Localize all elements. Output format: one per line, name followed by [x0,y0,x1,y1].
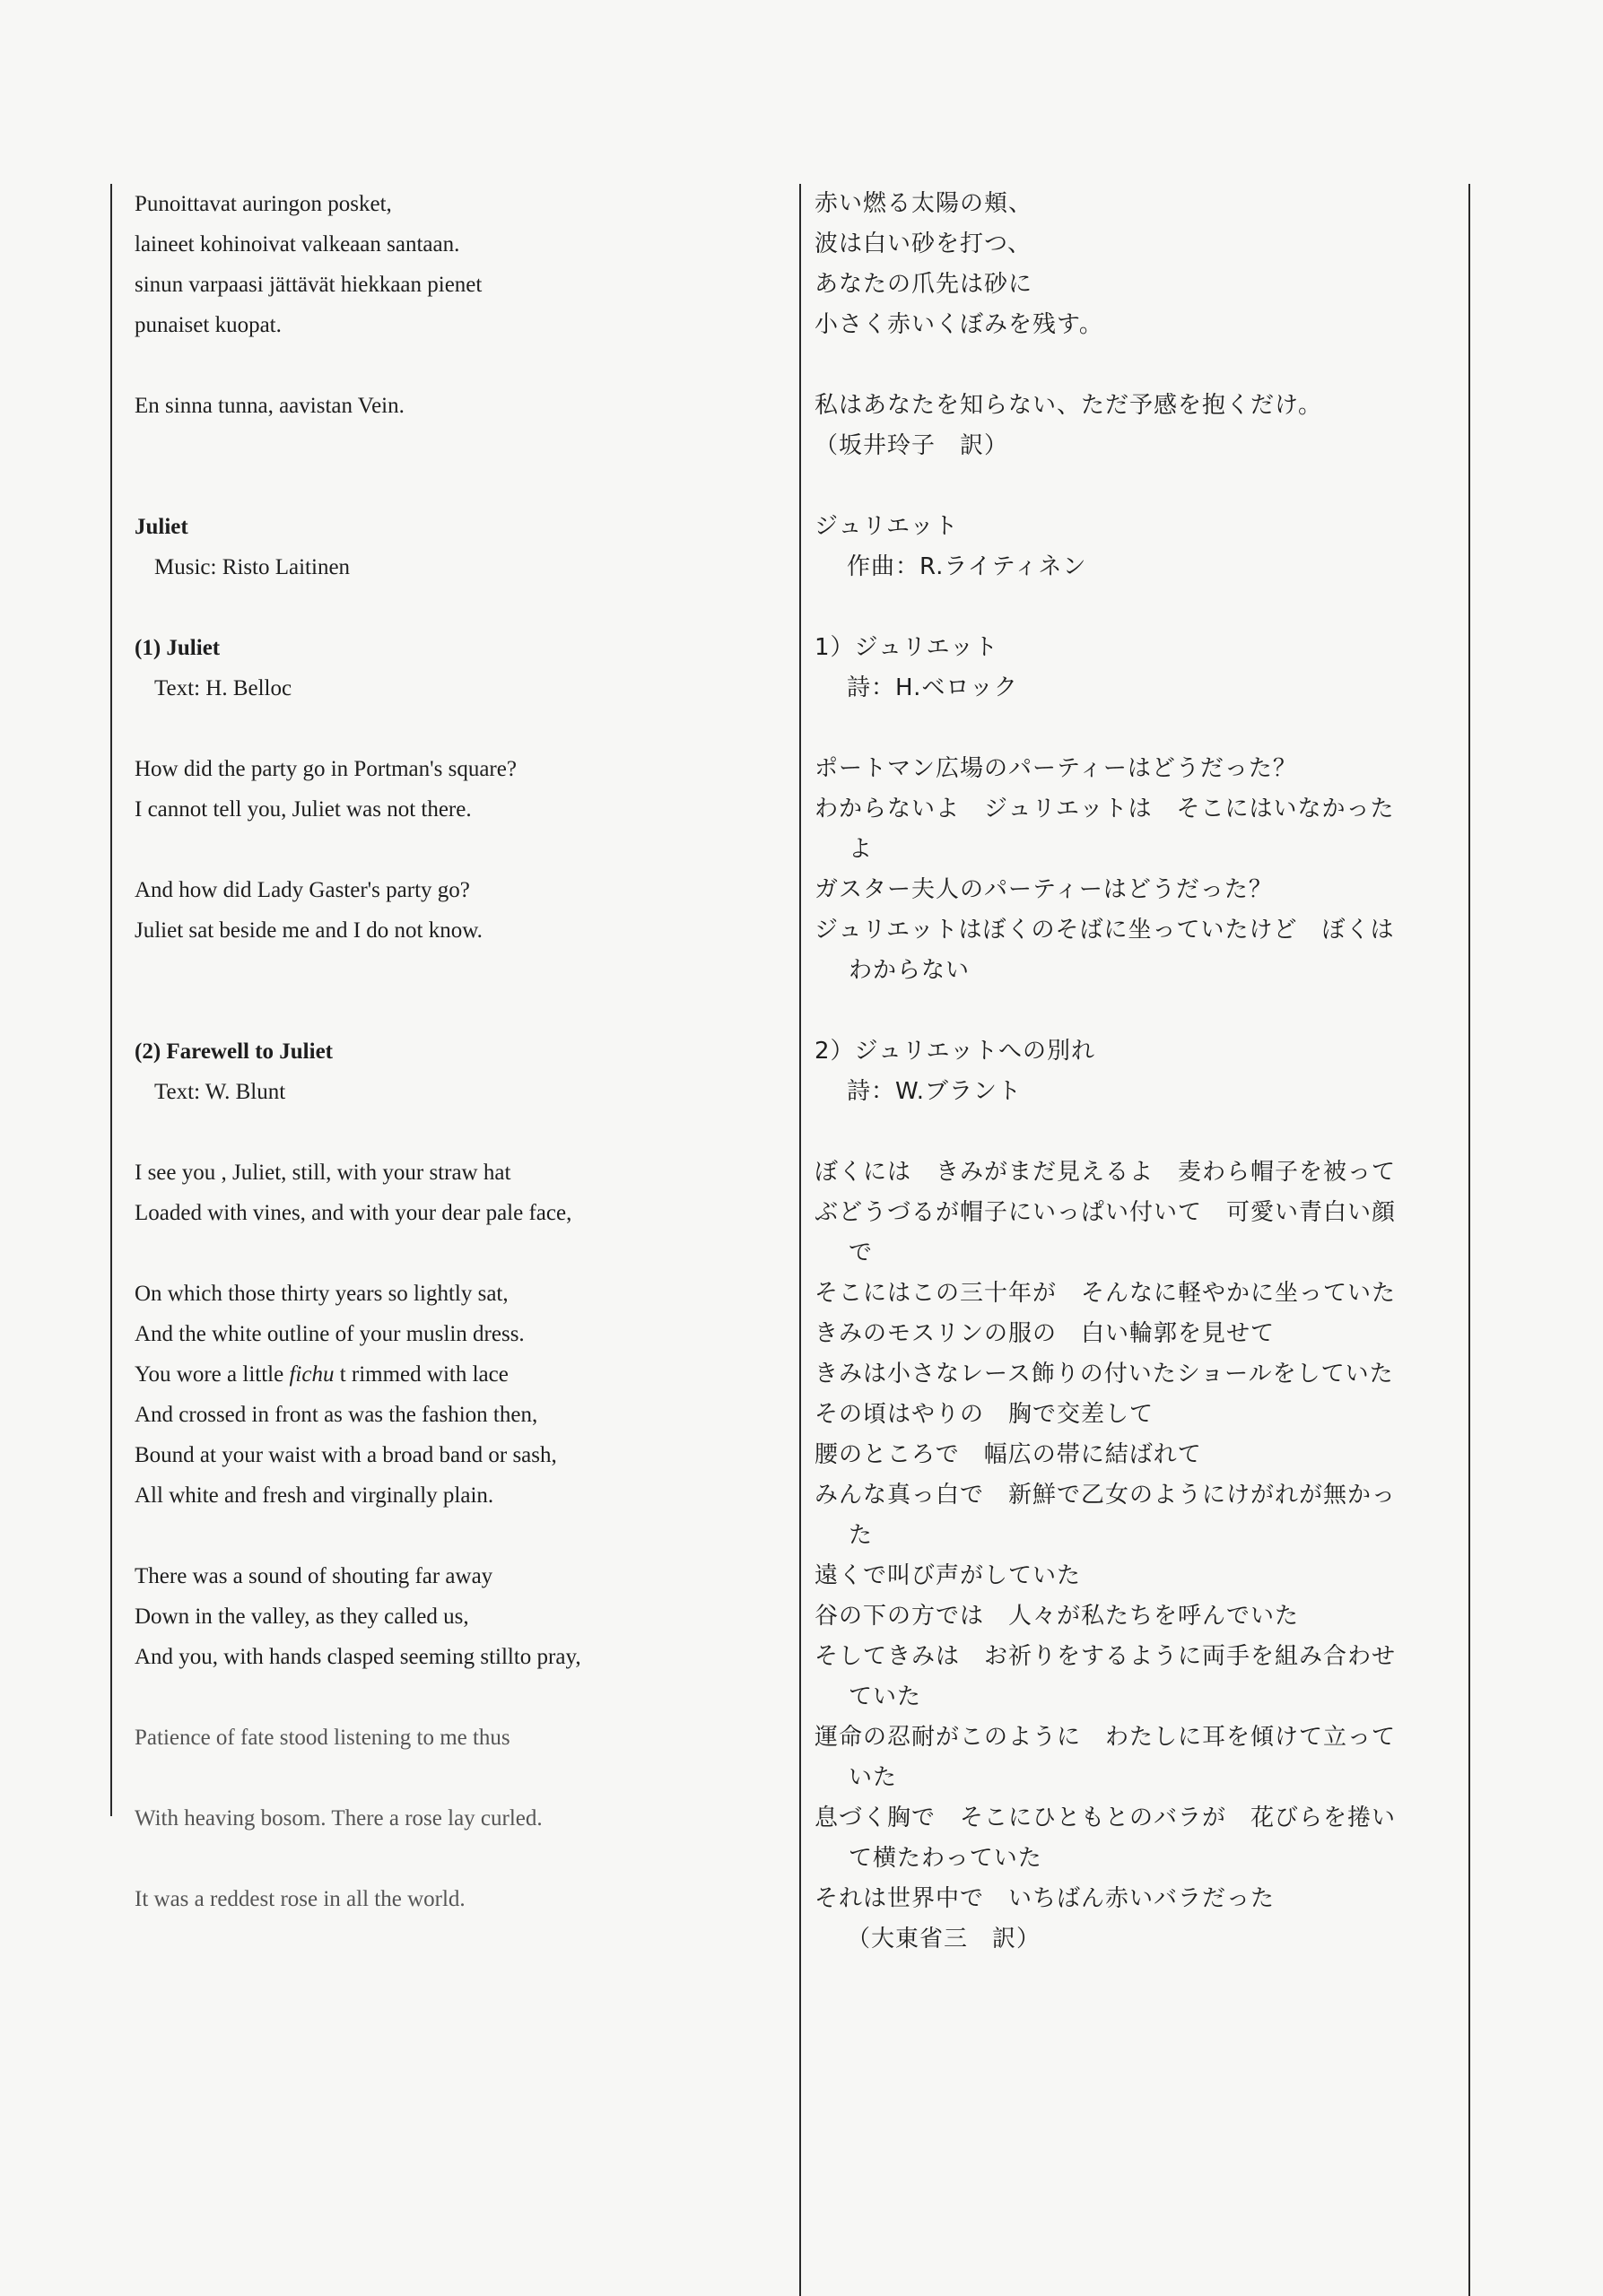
jp-line: 腰のところで 幅広の帯に結ばれて [815,1441,1202,1468]
jp-line: その頃はやりの 胸で交差して [815,1401,1154,1428]
finnish-closing-line: En sinna tunna, aavistan Vein. [135,394,405,418]
jp-line: そしてきみは お祈りをするように両手を組み合わせ [815,1643,1397,1670]
work-composer: Music: Risto Laitinen [154,555,351,579]
jp-line: 遠くで叫び声がしていた [815,1562,1082,1589]
poem-line: And you, with hands clasped seeming stillto pray, [135,1645,581,1669]
poem-line [135,1354,780,1395]
jp-part1-heading: 1）ジュリエット [815,634,998,661]
jp-work-title: ジュリエット [815,513,959,540]
finnish-line: punaiset kuopat. [135,313,282,337]
poem-line: I see you , Juliet, still, with your straw hat [135,1161,511,1185]
jp-line: 谷の下の方では 人々が私たちを呼んでいた [815,1603,1300,1630]
jp-line: で [849,1239,874,1266]
jp-line: 息づく胸で そこにひともとのバラが 花びらを捲い [815,1805,1397,1831]
jp-part1-poet: 詩：H.ベロック [847,674,1018,701]
jp-line: ポートマン広場のパーティーはどうだった？ [815,755,1297,782]
jp-line: 波は白い砂を打つ、 [815,230,1032,257]
poem-line: And crossed in front as was the fashion then, [135,1403,538,1427]
jp-line: 赤い燃る太陽の頬、 [815,190,1033,217]
finnish-line: laineet kohinoivat valkeaan santaan. [135,232,460,257]
jp-part2-poet: 詩：W.ブラント [847,1078,1022,1105]
jp-line: た [849,1522,874,1549]
finnish-line: Punoittavat auringon posket, [135,192,392,216]
finnish-line: sinun varpaasi jättävät hiekkaan pienet [135,273,483,297]
jp-closing-line: 私はあなたを知らない、ただ予感を抱くだけ。 [815,392,1322,419]
poem-line: Loaded with vines, and with your dear pale face, [135,1201,572,1225]
jp-line: それは世界中で いちばん赤いバラだった [815,1885,1276,1912]
part1-heading: (1) Juliet [135,636,221,660]
part2-poet: Text: W. Blunt [154,1080,286,1104]
jp-line: ぼくには きみがまだ見えるよ 麦わら帽子を被って [815,1159,1397,1186]
poem-line: There was a sound of shouting far away [135,1564,493,1588]
part1-poet: Text: H. Belloc [154,676,292,700]
jp-line: そこにはこの三十年が そんなに軽やかに坐っていた [815,1280,1397,1307]
jp-line: て横たわっていた [849,1845,1042,1872]
italic-word: fichu [289,1362,335,1387]
jp-line: ぶどうづるが帽子にいっぱい付いて 可愛い青白い顔 [815,1199,1397,1226]
center-column-rule [799,184,801,2296]
poem-line: Juliet sat beside me and I do not know. [135,918,483,943]
poem-line: With heaving bosom. There a rose lay curled. [135,1806,543,1831]
part2-heading: (2) Farewell to Juliet [135,1039,333,1064]
poem-line: All white and fresh and virginally plain. [135,1483,494,1508]
poem-line: Patience of fate stood listening to me thus [135,1726,510,1750]
jp-line: いた [849,1764,898,1791]
jp-line: きみは小さなレース飾りの付いたショールをしていた [815,1361,1394,1387]
poem-line: Bound at your waist with a broad band or sash, [135,1443,557,1467]
left-column-rule [110,184,112,1816]
jp-line: わからないよ ジュリエットは そこにはいなかった [815,796,1395,822]
right-column-rule [1468,184,1470,2296]
poem-text: You wore a little [135,1362,290,1387]
jp-line: きみのモスリンの服の 白い輪郭を見せて [815,1320,1276,1347]
poem-text: t rimmed with lace [334,1362,509,1387]
poem-line: On which those thirty years so lightly sat, [135,1282,509,1306]
poem-line: How did the party go in Portman's square? [135,757,517,781]
original-text-column [135,184,780,1919]
jp-line: よ [849,836,874,863]
jp-line: 運命の忍耐がこのように わたしに耳を傾けて立って [815,1724,1397,1751]
poem-line: And how did Lady Gaster's party go? [135,878,470,902]
translator-credit: （坂井玲子 訳） [815,432,1009,459]
jp-line: あなたの爪先は砂に [815,271,1033,298]
jp-line: ていた [849,1683,922,1710]
jp-line: 小さく赤いくぼみを残す。 [815,311,1103,338]
jp-line: みんな真っ白で 新鮮で乙女のようにけがれが無かっ [815,1482,1397,1509]
jp-part2-heading: 2）ジュリエットへの別れ [815,1038,1095,1065]
jp-line: ガスター夫人のパーティーはどうだった？ [815,876,1273,903]
jp-work-composer: 作曲：R.ライティネン [847,553,1087,580]
translator-credit: （大東省三 訳） [847,1926,1041,1952]
translation-column [815,184,1462,1960]
work-title: Juliet [135,515,188,539]
poem-line: Down in the valley, as they called us, [135,1605,469,1629]
jp-line: ジュリエットはぼくのそばに坐っていたけど ぼくは [815,917,1395,944]
poem-line: It was a reddest rose in all the world. [135,1887,466,1911]
jp-line: わからない [849,957,971,984]
poem-line: I cannot tell you, Juliet was not there. [135,797,472,822]
poem-line: And the white outline of your muslin dress. [135,1322,525,1346]
